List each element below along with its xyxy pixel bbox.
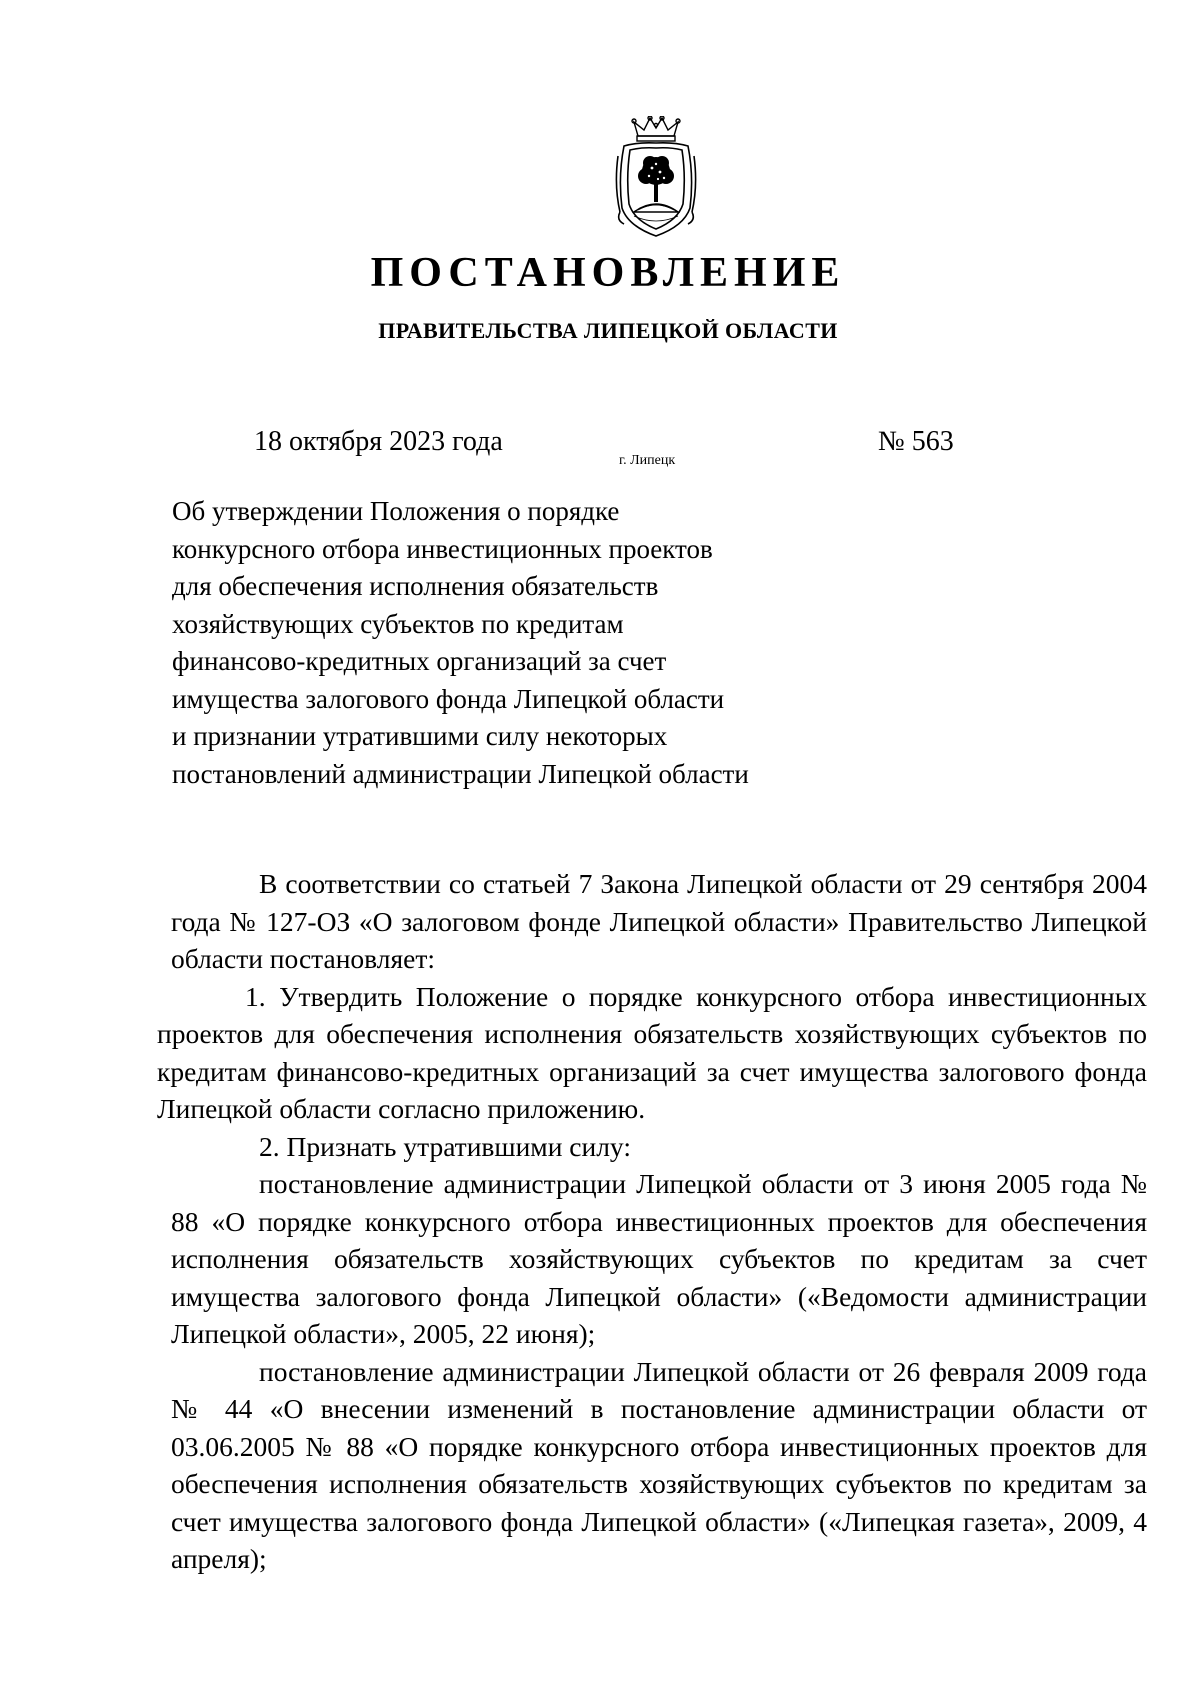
preamble-paragraph: В соответствии со статьей 7 Закона Липецкой области от 29 сентября 2004 года № 127-ОЗ «О залоговом фонде Липецкой области» Правительство Липецкой области постановляет:: [171, 868, 1147, 974]
coat-of-arms-icon: [614, 116, 698, 240]
document-city: г. Липецк: [619, 453, 676, 468]
subject-line: постановлений администрации Липецкой области: [172, 758, 749, 789]
repeal-paragraph-1: постановление администрации Липецкой области от 3 июня 2005 года № 88 «О порядке конкурсного отбора инвестиционных проектов для обеспечения исполнения обязательств хозяйствующих субъектов по кредитам за счет имущества залогового фонда Липецкой области» («Ведомости администрации Липецкой области», 2005, 22 июня);: [171, 1168, 1147, 1349]
repeal-paragraph-2: постановление администрации Липецкой области от 26 февраля 2009 года № 44 «О внесении изменений в постановление администрации области от 03.06.2005 № 88 «О порядке конкурсного отбора инвестиционных проектов для обеспечения исполнения обязательств хозяйствующих субъектов по кредитам за счет имущества залогового фонда Липецкой области» («Липецкая газета», 2009, 4 апреля);: [171, 1355, 1147, 1574]
item-2-paragraph: 2. Признать утратившими силу:: [259, 1130, 631, 1162]
subject-line: хозяйствующих субъектов по кредитам: [172, 608, 624, 639]
document-body: [157, 865, 1147, 1578]
document-subject: [172, 493, 812, 793]
document-date: 18 октября 2023 года: [254, 426, 503, 457]
issuer-heading: ПРАВИТЕЛЬСТВА ЛИПЕЦКОЙ ОБЛАСТИ: [378, 318, 838, 343]
subject-line: и признании утратившими силу некоторых: [172, 721, 668, 751]
subject-line: конкурсного отбора инвестиционных проектов: [172, 533, 713, 564]
subject-line: для обеспечения исполнения обязательств: [172, 571, 659, 601]
item-1-paragraph: 1. Утвердить Положение о порядке конкурсного отбора инвестиционных проектов для обеспечения исполнения обязательств хозяйствующих субъектов по кредитам финансово-кредитных организаций за счет имущества залогового фонда Липецкой области согласно приложению.: [157, 980, 1147, 1124]
document-number: № 563: [878, 426, 954, 457]
subject-line: финансово-кредитных организаций за счет: [172, 646, 667, 676]
subject-line: Об утверждении Положения о порядке: [172, 496, 620, 526]
document-type-title: ПОСТАНОВЛЕНИЕ: [370, 250, 846, 296]
subject-line: имущества залогового фонда Липецкой области: [172, 683, 725, 714]
